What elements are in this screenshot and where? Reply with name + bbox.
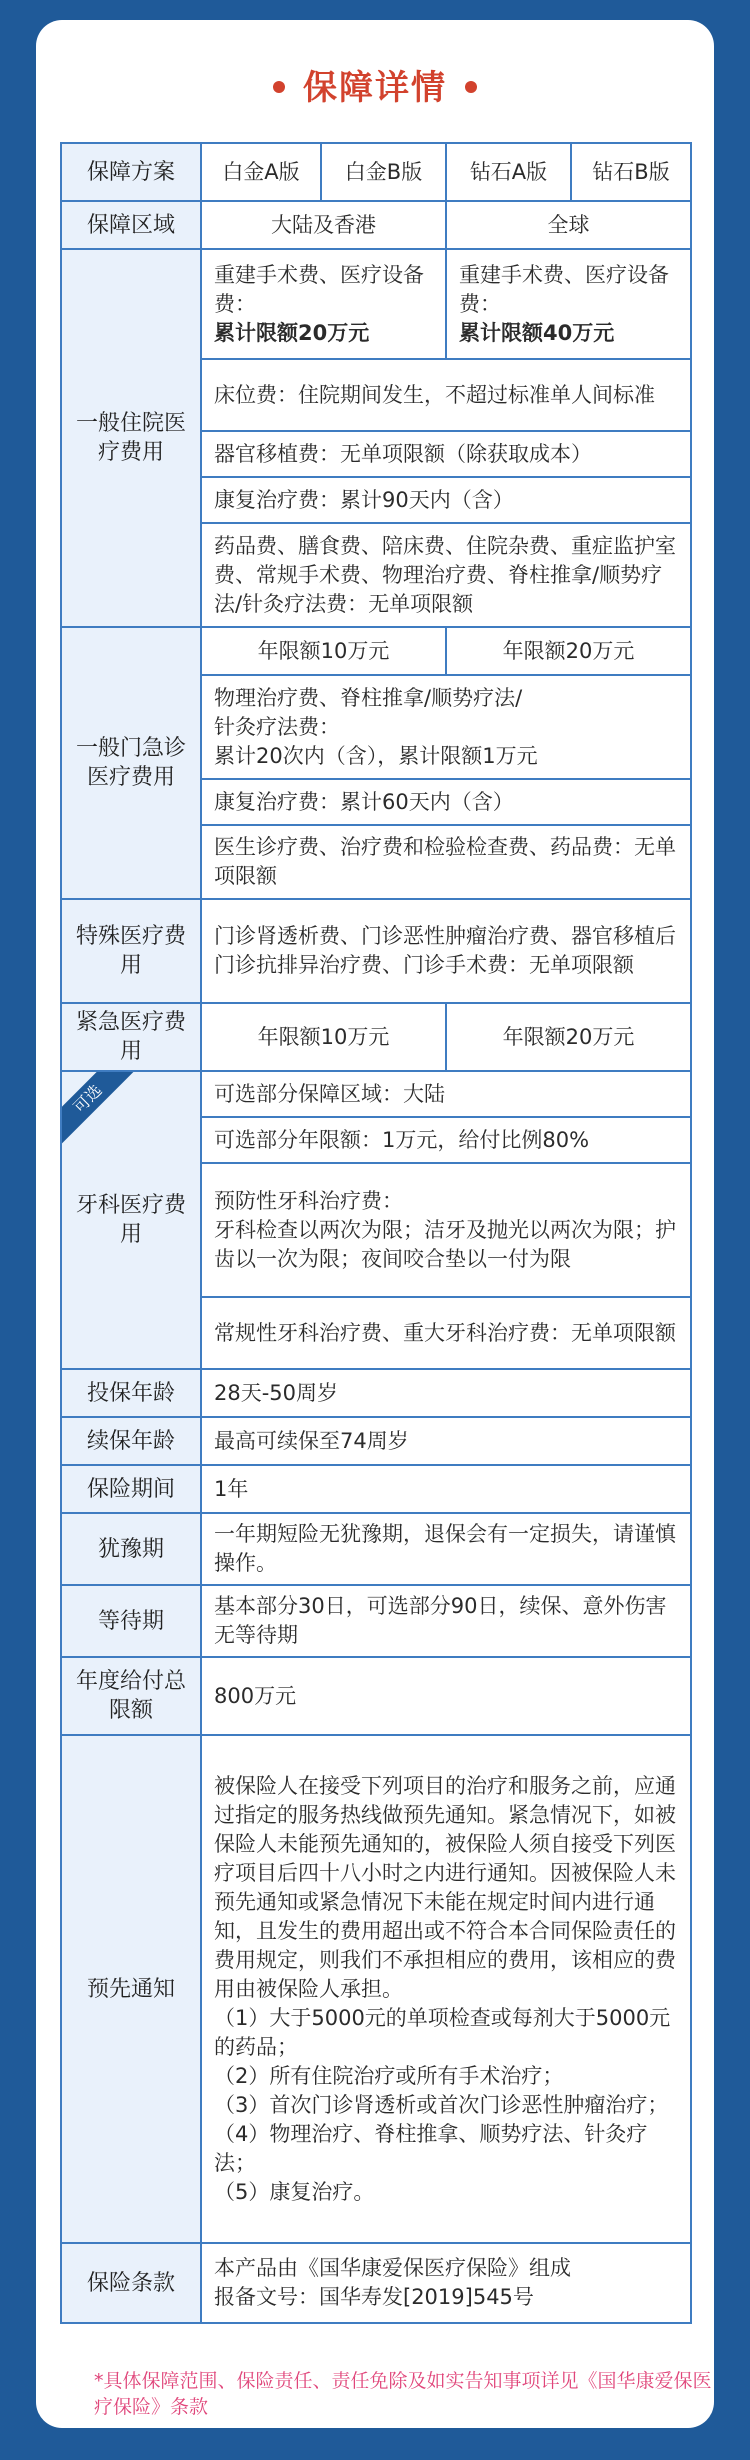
notice-paragraph: 被保险人在接受下列项目的治疗和服务之前，应通过指定的服务热线做预先通知。紧急情况下，如被保险人未能预先通知的，被保险人须自接受下列医疗项目后四十八小时之内进行通知。因被保险人未预先通知或紧急情况下未能在规定时间内进行通知，且发生的费用超出或不符合本合同保险责任的费用规定，则我们不承担相应的费用，该相应的费用由被保险人承担。	[214, 1773, 676, 2001]
table-row	[61, 627, 691, 675]
outpatient-doctor: 医生诊疗费、治疗费和检验检查费、药品费：无单项限额	[201, 825, 691, 899]
notice-text	[201, 1735, 691, 2243]
details-card	[36, 20, 714, 2428]
inpatient-surgery-diamond	[446, 249, 691, 359]
emergency-platinum: 年限额10万元	[201, 1003, 446, 1071]
age-value: 28天-50周岁	[201, 1369, 691, 1417]
clause-label: 保险条款	[61, 2243, 201, 2323]
notice-item: （2）所有住院治疗或所有手术治疗；	[214, 2063, 564, 2088]
region-platinum: 大陆及香港	[201, 201, 446, 249]
dental-preventive	[201, 1163, 691, 1297]
inpatient-misc: 药品费、膳食费、陪床费、住院杂费、重症监护室费、常规手术费、物理治疗费、脊柱推拿/顺势疗法/针灸疗法费：无单项限额	[201, 523, 691, 627]
waiting-label: 等待期	[61, 1585, 201, 1657]
notice-label: 预先通知	[61, 1735, 201, 2243]
table-row	[61, 1513, 691, 1585]
physio-line: 物理治疗费、脊柱推拿/顺势疗法/	[214, 685, 523, 710]
surgery-text: 重建手术费、医疗设备费：	[459, 262, 669, 316]
plan-header-label: 保障方案	[61, 143, 201, 201]
inpatient-rehab: 康复治疗费：累计90天内（含）	[201, 477, 691, 523]
notice-item: （1）大于5000元的单项检查或每剂大于5000元的药品；	[214, 2005, 671, 2059]
surgery-text: 重建手术费、医疗设备费：	[214, 262, 424, 316]
inpatient-label: 一般住院医疗费用	[61, 249, 201, 627]
table-row	[61, 143, 691, 201]
preventive-title: 预防性牙科治疗费：	[214, 1188, 403, 1213]
physio-line: 累计20次内（含），累计限额1万元	[214, 743, 538, 768]
table-row	[61, 1003, 691, 1071]
outpatient-rehab: 康复治疗费：累计60天内（含）	[201, 779, 691, 825]
outpatient-limit-diamond: 年限额20万元	[446, 627, 691, 675]
dental-label: 牙科医疗费用	[75, 1193, 186, 1247]
notice-item: （5）康复治疗。	[214, 2179, 375, 2204]
dental-limit: 可选部分年限额：1万元，给付比例80%	[201, 1117, 691, 1163]
table-row	[61, 201, 691, 249]
plan-header-4: 钻石B版	[571, 143, 691, 201]
notice-item: （3）首次门诊肾透析或首次门诊恶性肿瘤治疗；	[214, 2092, 669, 2117]
table-row	[61, 1657, 691, 1735]
physio-line: 针灸疗法费：	[214, 714, 340, 739]
coverage-table	[60, 142, 692, 2324]
age-label: 投保年龄	[61, 1369, 201, 1417]
title-dot-left	[273, 81, 285, 93]
inpatient-bed: 床位费：住院期间发生，不超过标准单人间标准	[201, 359, 691, 431]
preventive-detail: 牙科检查以两次为限；洁牙及抛光以两次为限；护齿以一次为限；夜间咬合垫以一付为限	[214, 1217, 676, 1271]
title-text: 保障详情	[303, 68, 447, 108]
cooling-label: 犹豫期	[61, 1513, 201, 1585]
dental-label-cell	[61, 1071, 201, 1369]
clause-text	[201, 2243, 691, 2323]
special-text: 门诊肾透析费、门诊恶性肿瘤治疗费、器官移植后门诊抗排异治疗费、门诊手术费：无单项限额	[201, 899, 691, 1003]
period-value: 1年	[201, 1465, 691, 1513]
plan-header-3: 钻石A版	[446, 143, 571, 201]
table-row	[61, 249, 691, 359]
table-row	[61, 1071, 691, 1117]
table-row	[61, 1735, 691, 2243]
surgery-limit: 累计限额20万元	[214, 320, 370, 345]
table-row	[61, 1585, 691, 1657]
outpatient-physio	[201, 675, 691, 779]
plan-header-1: 白金A版	[201, 143, 321, 201]
total-value: 800万元	[201, 1657, 691, 1735]
outpatient-limit-platinum: 年限额10万元	[201, 627, 446, 675]
region-label: 保障区域	[61, 201, 201, 249]
cooling-value: 一年期短险无犹豫期，退保会有一定损失，请谨慎操作。	[201, 1513, 691, 1585]
dental-regular: 常规性牙科治疗费、重大牙科治疗费：无单项限额	[201, 1297, 691, 1369]
special-label: 特殊医疗费用	[61, 899, 201, 1003]
surgery-limit: 累计限额40万元	[459, 320, 615, 345]
region-diamond: 全球	[446, 201, 691, 249]
renew-label: 续保年龄	[61, 1417, 201, 1465]
waiting-value: 基本部分30日，可选部分90日，续保、意外伤害无等待期	[201, 1585, 691, 1657]
table-row	[61, 1465, 691, 1513]
dental-region: 可选部分保障区域：大陆	[201, 1071, 691, 1117]
emergency-label: 紧急医疗费用	[61, 1003, 201, 1071]
inpatient-transplant: 器官移植费：无单项限额（除获取成本）	[201, 431, 691, 477]
clause-line: 本产品由《国华康爱保医疗保险》组成	[214, 2256, 571, 2280]
table-row	[61, 2243, 691, 2323]
inpatient-surgery-platinum	[201, 249, 446, 359]
table-row	[61, 899, 691, 1003]
title-dot-right	[465, 81, 477, 93]
notice-item: （4）物理治疗、脊柱推拿、顺势疗法、针灸疗法；	[214, 2121, 648, 2175]
plan-header-2: 白金B版	[321, 143, 446, 201]
renew-value: 最高可续保至74周岁	[201, 1417, 691, 1465]
clause-line: 报备文号：国华寿发[2019]545号	[214, 2285, 534, 2309]
period-label: 保险期间	[61, 1465, 201, 1513]
footnote: *具体保障范围、保险责任、责任免除及如实告知事项详见《国华康爱保医疗保险》条款	[94, 2370, 712, 2418]
table-row	[61, 1369, 691, 1417]
table-row	[61, 1417, 691, 1465]
outpatient-label: 一般门急诊医疗费用	[61, 627, 201, 899]
total-label: 年度给付总限额	[61, 1657, 201, 1735]
page-title	[36, 60, 714, 109]
emergency-diamond: 年限额20万元	[446, 1003, 691, 1071]
optional-badge: 可选	[61, 1071, 140, 1151]
